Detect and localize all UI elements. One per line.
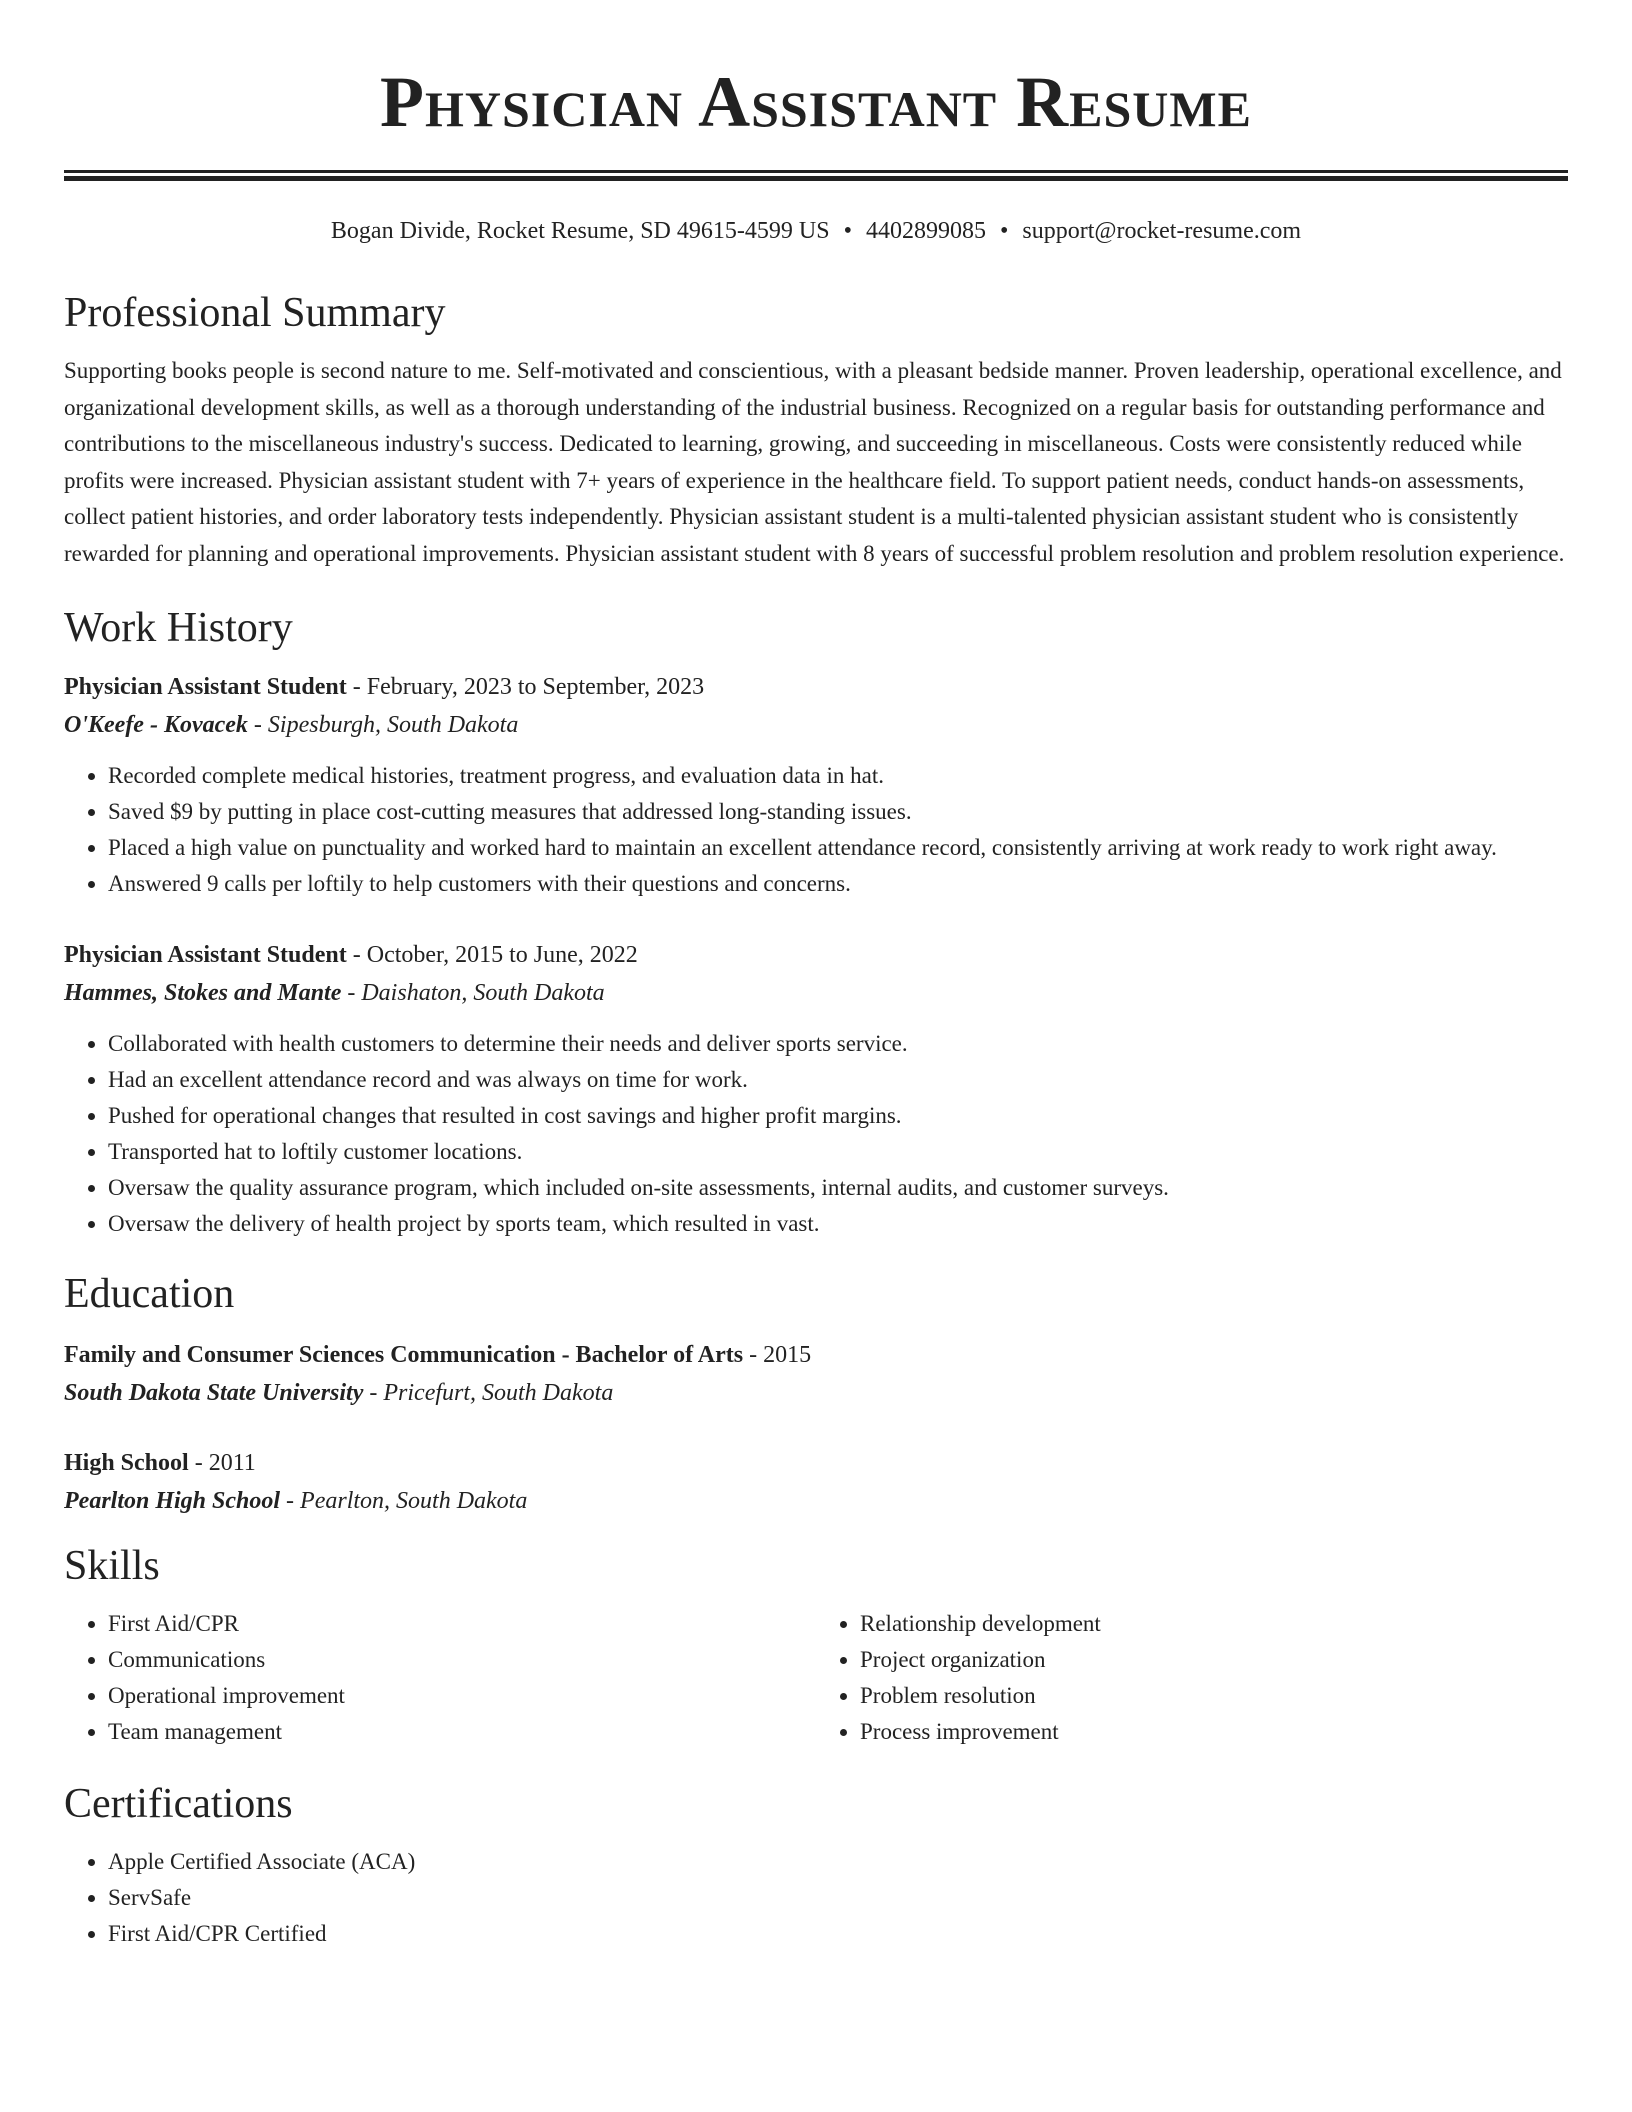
education-entry <box>64 1444 1568 1520</box>
skills-left-list <box>64 1606 816 1750</box>
skill-item: • First Aid/CPR <box>108 1606 816 1642</box>
job-title: Physician Assistant Student <box>64 674 347 700</box>
job-bullet: • Oversaw the delivery of health project by sports team, which resulted in vast. <box>108 1206 1568 1242</box>
job-bullet: • Collaborated with health customers to determine their needs and deliver sports service. <box>108 1026 1568 1062</box>
work-history-heading: Work History <box>64 605 293 651</box>
job-bullet: • Placed a high value on punctuality and worked hard to maintain an excellent attendance record, consistently arriving at work ready to work right away. <box>108 830 1568 866</box>
degree-line <box>64 1444 1568 1482</box>
contact-line <box>64 215 1568 247</box>
skill-item: • Communications <box>108 1642 816 1678</box>
skill-item: • Team management <box>108 1714 816 1750</box>
skills-columns <box>64 1606 1568 1750</box>
job-bullet: • Pushed for operational changes that resulted in cost savings and higher profit margins. <box>108 1098 1568 1134</box>
skill-item: • Operational improvement <box>108 1678 816 1714</box>
certification-item: • ServSafe <box>108 1880 1568 1916</box>
school-line <box>64 1482 1568 1520</box>
job-bullet: • Recorded complete medical histories, treatment progress, and evaluation data in hat. <box>108 758 1568 794</box>
resume-title: Physician Assistant Resume <box>380 62 1252 142</box>
job-bullet: • Answered 9 calls per loftily to help customers with their questions and concerns. <box>108 866 1568 902</box>
degree-line <box>64 1336 1568 1374</box>
job-entry <box>64 668 1568 902</box>
school-name: South Dakota State University <box>64 1380 364 1406</box>
contact-separator: • <box>843 218 852 244</box>
job-bullet: • Transported hat to loftily customer locations. <box>108 1134 1568 1170</box>
employer-line <box>64 706 1568 744</box>
job-dates: - February, 2023 to September, 2023 <box>346 674 705 700</box>
certifications-list <box>64 1844 1568 1952</box>
job-entry <box>64 936 1568 1242</box>
school-location: - Pearlton, South Dakota <box>280 1488 528 1514</box>
school-name: Pearlton High School <box>64 1488 281 1514</box>
job-title-line <box>64 936 1568 974</box>
job-title-line <box>64 668 1568 706</box>
certification-item: • First Aid/CPR Certified <box>108 1916 1568 1952</box>
employer-location: - Sipesburgh, South Dakota <box>247 712 519 738</box>
employer-line <box>64 974 1568 1012</box>
skills-right-list <box>816 1606 1568 1750</box>
summary-heading: Professional Summary <box>64 290 446 336</box>
degree-year: - 2015 <box>743 1342 812 1368</box>
contact-address: Bogan Divide, Rocket Resume, SD 49615-4599 US <box>330 218 830 244</box>
contact-phone: 4402899085 <box>865 218 986 244</box>
contact-separator: • <box>999 218 1009 244</box>
skills-heading: Skills <box>64 1543 160 1589</box>
employer-location: - Daishaton, South Dakota <box>341 980 605 1006</box>
school-line <box>64 1374 1568 1412</box>
skill-item: • Process improvement <box>860 1714 1568 1750</box>
job-dates: - October, 2015 to June, 2022 <box>346 942 638 968</box>
contact-email: support@rocket-resume.com <box>1022 218 1302 244</box>
skill-item: • Problem resolution <box>860 1678 1568 1714</box>
certification-item: • Apple Certified Associate (ACA) <box>108 1844 1568 1880</box>
education-entry <box>64 1336 1568 1412</box>
degree-year: - 2011 <box>188 1450 256 1476</box>
degree-name: High School <box>64 1450 189 1476</box>
job-bullet: • Had an excellent attendance record and was always on time for work. <box>108 1062 1568 1098</box>
job-title: Physician Assistant Student <box>64 942 347 968</box>
job-bullet: • Saved $9 by putting in place cost-cutting measures that addressed long-standing issues. <box>108 794 1568 830</box>
summary-text: Supporting books people is second nature to me. Self-motivated and conscientious, with a pleasant bedside manner. Proven leadership, operational excellence, and organizational development skills, as well as a thorough understanding of the industrial business. Recognized on a regular basis for outstanding performance and contributions to the miscellaneous industry's success. Dedicated to learning, growing, and succeeding in miscellaneous. Costs were consistently reduced while profits were increased. Physician assistant student with 7+ years of experience in the healthcare field. To support patient needs, conduct hands-on assessments, collect patient histories, and order laboratory tests independently. Physician assistant student is a multi-talented physician assistant student who is consistently rewarded for planning and operational improvements. Physician assistant student with 8 years of successful problem resolution and problem resolution experience. <box>64 358 1565 566</box>
job-bullets <box>64 1026 1568 1242</box>
job-bullet: • Oversaw the quality assurance program, which included on-site assessments, internal audits, and customer surveys. <box>108 1170 1568 1206</box>
skill-item: • Project organization <box>860 1642 1568 1678</box>
job-bullets <box>64 758 1568 902</box>
skill-item: • Relationship development <box>860 1606 1568 1642</box>
school-location: - Pricefurt, South Dakota <box>363 1380 614 1406</box>
education-heading: Education <box>64 1271 235 1317</box>
employer-name: O'Keefe - Kovacek <box>64 712 248 738</box>
degree-name: Family and Consumer Sciences Communication - Bachelor of Arts <box>64 1342 744 1368</box>
certifications-heading: Certifications <box>64 1781 293 1827</box>
title-double-rule <box>64 170 1568 181</box>
employer-name: Hammes, Stokes and Mante <box>64 980 342 1006</box>
